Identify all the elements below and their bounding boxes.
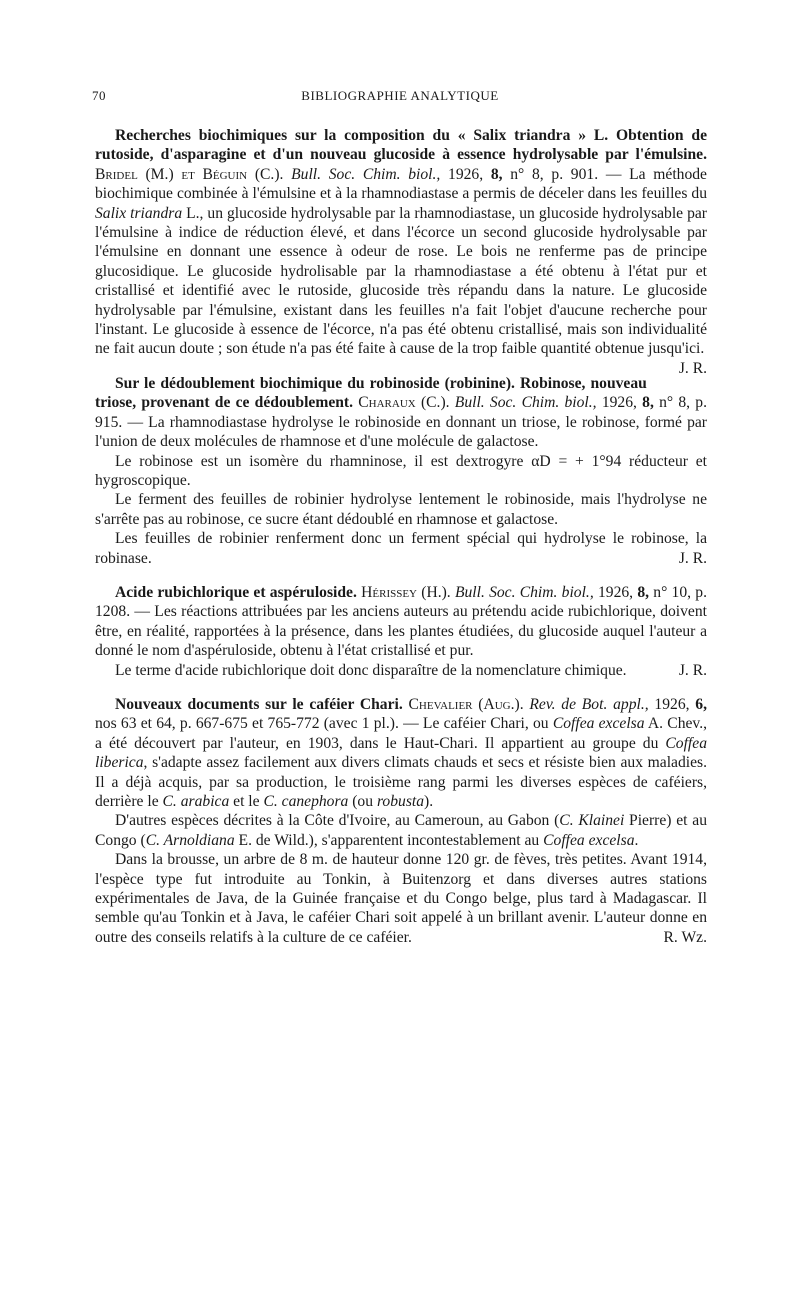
abstract-text: et le xyxy=(229,793,264,810)
reference-journal: Bull. Soc. Chim. biol., xyxy=(291,165,441,183)
reference-issue-pages: n° 8, p. 915. xyxy=(95,394,708,431)
abstract-text: A. Chev., a été découvert par l'auteur, en 1903, dans le Haut-Chari. Il appartient au groupe du xyxy=(95,715,707,752)
entry-reference xyxy=(291,166,606,183)
abstract-paragraph xyxy=(95,529,707,568)
taxon-name: Coffea excelsa xyxy=(543,831,635,849)
running-head xyxy=(92,88,708,108)
entry-title: Recherches biochimiques sur la composition du « Salix triandra » L. Obtention de rutoside, d'asparagine et d'un nouveau glucoside à essence hydrolysable par l'émulsine. xyxy=(95,127,707,164)
entry-signature: J. R. xyxy=(678,661,707,679)
journal-title: BIBLIOGRAPHIE ANALYTIQUE xyxy=(301,88,499,103)
abstract-text: L., un glucoside hydrolysable par la rhamnodiastase, un glucoside hydrolysable par l'émulsine à indice de réduction élevé, et dans l'écorce un second glucoside hydrolysable par l'émulsine en donnant une essence à odeur de rose. Le bois ne renferme pas de principe glucosidique. Le glucoside hydrolisable par la rhamnodiastase a été obtenu à l'état pur et cristallisé et identifié avec le rutoside, glucoside très répandu dans la nature. Le glucoside hydrolysable par l'émulsine, existant dans les feuilles n'a fait l'objet d'aucune recherche pour l'instant. Le glucoside à essence de l'écorce, n'a pas été obtenu cristallisé, mais son individualité ne fait aucun doute ; son étude n'a pas été faite à cause de la trop faible quantité obtenue jusqu'ici. xyxy=(95,204,707,358)
abstract-text: , s'adapte assez facilement aux divers climats chauds et secs et résiste bien aux maladies. Il a déjà acquis, par sa production, le troisième rang parmi les diverses espèces de caféiers, derrière le xyxy=(95,754,707,810)
abstract-text: Le terme d'acide rubichlorique doit donc disparaître de la nomenclature chimique. xyxy=(115,661,627,679)
entry-signature: R. Wz. xyxy=(663,928,707,946)
taxon-name: Salix triandra xyxy=(95,204,183,222)
abstracts-column xyxy=(95,126,707,962)
reference-issue-pages: nos 63 et 64, p. 667-675 et 765-772 (avec 1 pl.). xyxy=(95,715,399,733)
taxon-name: C. canephora xyxy=(263,793,349,810)
entry-authors: Bridel (M.) et Béguin (C.). xyxy=(95,165,284,183)
reference-volume: 8, xyxy=(637,583,650,601)
entry-title: Nouveaux documents sur le caféier Chari. xyxy=(115,695,403,713)
entry-authors: Chevalier (Aug.). xyxy=(408,695,524,713)
abstract-entry-4 xyxy=(95,695,707,947)
abstract-text: — La rhamnodiastase hydrolyse le robinoside en donnant un triose, le robinose, formé par l'union de deux molécules de rhamnose et d'une molécule de galactose. xyxy=(95,413,707,451)
entry-authors: Hérissey (H.). xyxy=(361,583,451,601)
abstract-paragraph xyxy=(95,850,707,947)
reference-year: 1926, xyxy=(654,695,690,713)
abstract-text: . xyxy=(634,831,639,849)
reference-issue-pages: n° 8, p. 901. xyxy=(510,165,599,183)
abstract-text: (ou xyxy=(348,793,377,810)
entry-1-lead xyxy=(95,126,707,377)
abstract-text: — La méthode biochimique combinée à l'émulsine et à la rhamnodiastase a permis de déceler dans les feuilles du xyxy=(95,165,707,203)
reference-journal: Bull. Soc. Chim. biol., xyxy=(454,583,594,601)
reference-journal: Rev. de Bot. appl., xyxy=(529,695,649,713)
entry-3-lead xyxy=(95,583,707,661)
abstract-text: Pierre) et au Congo ( xyxy=(95,812,707,849)
taxon-name: C. Arnoldiana xyxy=(145,831,235,849)
entry-signature: J. R. xyxy=(678,549,707,567)
taxon-name: robusta xyxy=(376,793,425,810)
reference-volume: 8, xyxy=(490,165,503,183)
taxon-name: C. Klainei xyxy=(559,812,625,830)
page-number: 70 xyxy=(92,88,106,103)
abstract-paragraph xyxy=(95,661,707,680)
reference-issue-pages: n° 10, p. 1208. xyxy=(95,583,707,621)
reference-year: 1926, xyxy=(448,165,484,183)
abstract-paragraph: Le robinose est un isomère du rhamninose, il est dextrogyre αD = + 1°94 réducteur et hygroscopique. xyxy=(95,452,707,489)
abstract-text: — Les réactions attribuées par les anciens auteurs au prétendu acide rubichlorique, doivent être, en réalité, rapportées à la présence, dans les plantes étudiées, du glucoside auquel l'auteur a donné le nom d'aspéruloside, obtenu à l'état cristallisé et pur. xyxy=(95,603,707,660)
reference-volume: 8, xyxy=(642,394,654,412)
reference-year: 1926, xyxy=(597,583,634,601)
abstract-entry-1 xyxy=(95,126,707,377)
reference-year: 1926, xyxy=(601,394,637,412)
entry-title: Acide rubichlorique et aspéruloside. xyxy=(115,583,357,601)
entry-4-lead xyxy=(95,695,707,811)
abstract-entry-2 xyxy=(95,374,707,568)
abstract-text: E. de Wild.), s'apparentent incontestablement au xyxy=(234,831,544,849)
abstract-entry-3 xyxy=(95,583,707,680)
entry-2-lead xyxy=(95,374,707,452)
abstract-paragraph xyxy=(95,811,707,850)
abstract-paragraph: Le ferment des feuilles de robinier hydrolyse lentement le robinoside, mais l'hydrolyse ne s'arrête pas au robinose, ce sucre étant dédoublé en rhamnose et galactose. xyxy=(95,491,707,528)
abstract-text: Dans la brousse, un arbre de 8 m. de hauteur donne 120 gr. de fèves, très petites. Avant 1914, l'espèce type fut introduite au Tonkin, à Buitenzorg et dans diverses autres stations expérimentales de Java, de la Guinée française et du Congo belge, plus tard à Madagascar. Il semble qu'au Tonkin et à Java, le caféier Chari soit appelé à un brillant avenir. L'auteur donne en outre des conseils relatifs à la culture de ce caféier. xyxy=(95,851,707,946)
reference-volume: 6, xyxy=(695,695,707,713)
reference-journal: Bull. Soc. Chim. biol., xyxy=(454,394,597,412)
abstract-text: — Le caféier Chari, ou xyxy=(403,715,553,733)
entry-signature: J. R. xyxy=(678,359,707,377)
abstract-text: ). xyxy=(424,793,434,810)
taxon-name: Coffea liberica xyxy=(95,734,707,772)
abstract-text: D'autres espèces décrites à la Côte d'Ivoire, au Cameroun, au Gabon ( xyxy=(115,812,560,830)
taxon-name: C. arabica xyxy=(162,793,230,810)
entry-title: Sur le dédoublement biochimique du robinoside (robinine). Robinose, nouveau triose, provenant de ce dédoublement. xyxy=(95,374,647,412)
taxon-name: Coffea excelsa xyxy=(552,715,645,733)
entry-authors: Charaux (C.). xyxy=(358,394,450,412)
abstract-text: Les feuilles de robinier renferment donc un ferment spécial qui hydrolyse le robinose, la robinase. xyxy=(95,530,707,567)
